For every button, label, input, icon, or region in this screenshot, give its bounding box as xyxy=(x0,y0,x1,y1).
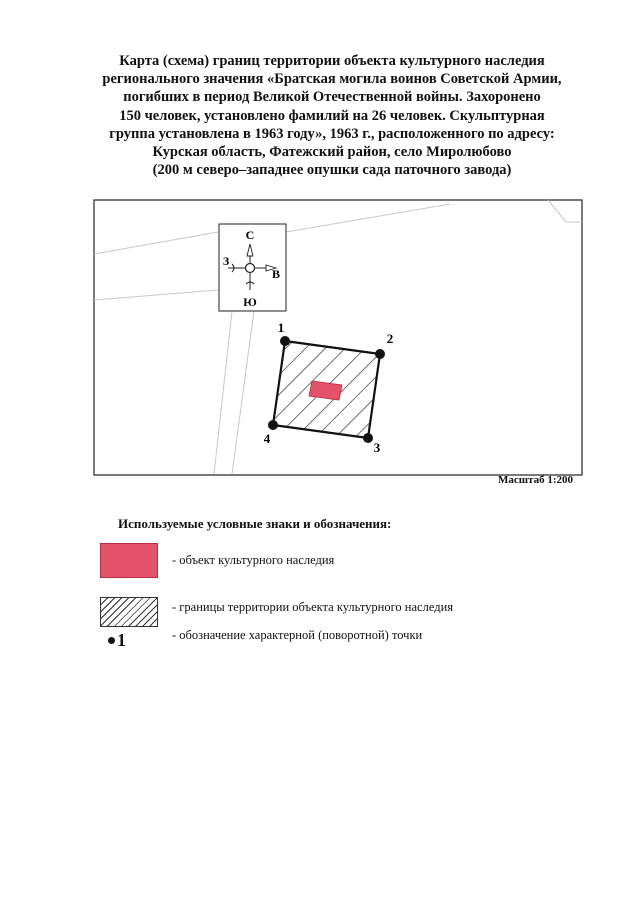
title-line: регионального значения «Братская могила воинов Советской Армии, xyxy=(102,71,562,88)
turning-point-4 xyxy=(268,420,278,430)
legend-swatch-turning-point xyxy=(108,630,126,651)
compass-east-label: В xyxy=(271,267,281,281)
legend-title: Используемые условные знаки и обозначения: xyxy=(118,516,392,531)
legend-text-heritage-object: - объект культурного наследия xyxy=(172,553,335,567)
map-scale: Масштаб 1:200 xyxy=(498,474,574,486)
title-line: группа установлена в 1963 году», 1963 г., расположенного по адресу: xyxy=(109,125,555,142)
compass-rose xyxy=(219,224,286,311)
compass-north-label: С xyxy=(245,228,255,242)
point-dot-icon xyxy=(108,637,115,644)
turning-point-label-2: 2 xyxy=(386,331,394,346)
compass-center xyxy=(246,264,255,273)
turning-point-label-3: 3 xyxy=(373,440,381,455)
title-line: (200 м северо–западнее опушки сада паточного завода) xyxy=(152,162,512,179)
title-line: Карта (схема) границ территории объекта культурного наследия xyxy=(119,53,545,69)
compass-west-label: З xyxy=(222,254,230,268)
title-line: погибших в период Великой Отечественной войны. Захоронено xyxy=(123,89,541,106)
turning-point-1 xyxy=(280,336,290,346)
title-line: 150 человек, установлено фамилий на 26 человек. Скульптурная xyxy=(119,107,545,124)
legend-swatch-heritage-object xyxy=(100,543,158,578)
turning-point-label-4: 4 xyxy=(263,431,271,446)
compass-south-label: Ю xyxy=(243,295,257,309)
turning-point-3 xyxy=(363,433,373,443)
legend-point-number: 1 xyxy=(117,630,126,650)
title-line: Курская область, Фатежский район, село Миролюбово xyxy=(152,144,512,161)
legend-text-boundary: - границы территории объекта культурного наследия xyxy=(172,600,454,614)
legend-swatch-boundary xyxy=(100,597,158,627)
legend-text-turning-point: - обозначение характерной (поворотной) точки xyxy=(172,628,423,642)
turning-point-2 xyxy=(375,349,385,359)
turning-point-label-1: 1 xyxy=(277,320,285,335)
